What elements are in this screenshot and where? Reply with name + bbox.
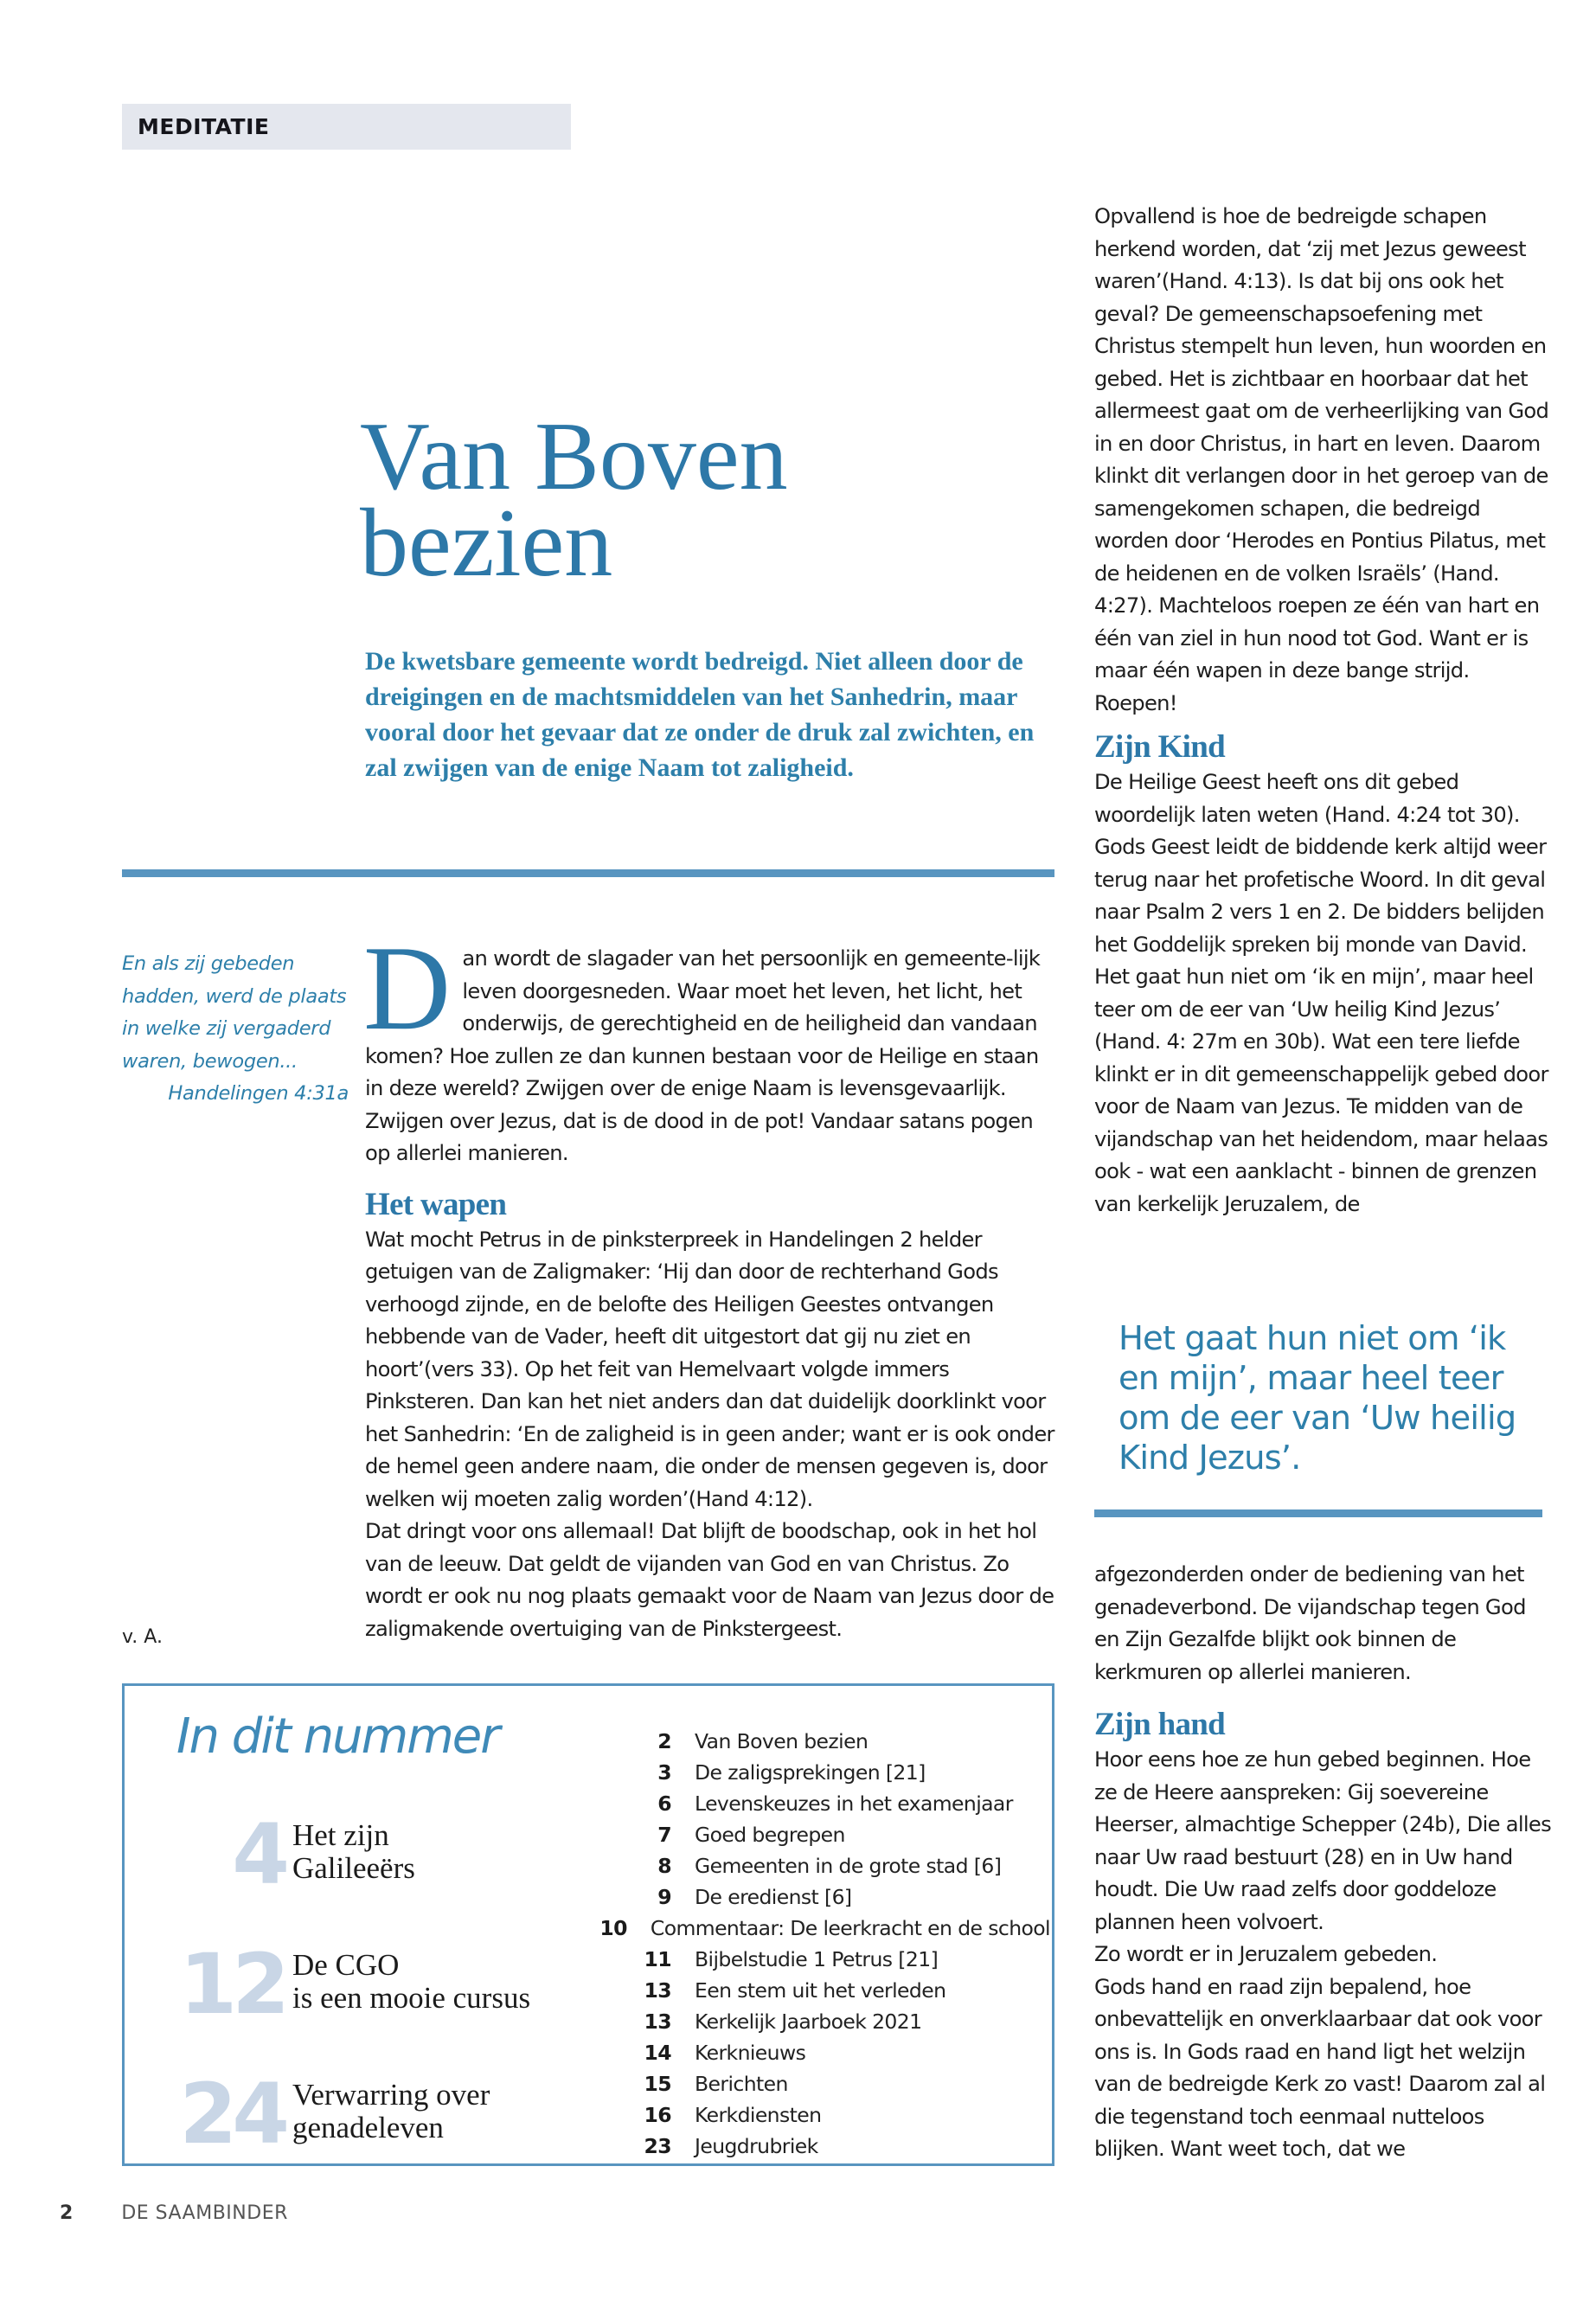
toc-title: Commentaar: De leerkracht en de school (650, 1916, 1050, 1940)
side-quote-text: En als zij gebeden hadden, werd de plaats in welke zij vergaderd waren, bewogen... (122, 952, 347, 1073)
toc-title: Kerknieuws (695, 2041, 806, 2065)
toc-item[interactable] (592, 1757, 1050, 1788)
feature-page-number: 12 (179, 1936, 285, 2033)
pull-quote-divider (1094, 1509, 1542, 1517)
article-column-2 (363, 921, 1057, 1645)
paragraph: Wat mocht Petrus in de pinksterpreek in Handelingen 2 helder getuigen van de Zaligmaker: ‘Hij dan door de rechterhand Gods verhoogd zijnde, en de belofte des Heiligen Geestes ontvangen hebbende van de Vader, heeft dit uitgestort dat gij nu ziet en hoort’(vers 33). Op het feit van Hemelvaart volgde immers Pinksteren. Dan kan het niet anders dan dat duidelijk doorklinkt voor het Sanhedrin: ‘En de zaligheid is in geen ander; want er is ook onder de hemel geen andere naam, die onder de mensen gegeven is, door welken wij moeten zalig worden’(Hand 4:12). (365, 1227, 1054, 1511)
toc-title: Goed begrepen (695, 1823, 845, 1847)
feature-item[interactable] (133, 1937, 583, 2032)
toc-title: Bijbelstudie 1 Petrus [21] (695, 1947, 939, 1971)
toc-page: 10 (599, 1916, 627, 1940)
toc-item[interactable] (592, 1913, 1050, 1944)
toc-page: 23 (644, 2134, 671, 2158)
toc-page: 9 (657, 1885, 671, 1909)
toc-item[interactable] (592, 2131, 1050, 2162)
toc-page: 15 (644, 2072, 671, 2096)
contents-title: In dit nummer (176, 1708, 499, 1765)
title-line-2: bezien (360, 490, 613, 597)
toc-title: Kerkdiensten (695, 2103, 822, 2127)
section-tag (122, 104, 571, 150)
toc-page: 16 (644, 2103, 671, 2127)
toc-item[interactable] (592, 1726, 1050, 1757)
toc-title: Een stem uit het verleden (695, 1978, 946, 2003)
toc-title: Levenskeuzes in het examenjaar (695, 1791, 1013, 1816)
toc-item[interactable] (592, 2037, 1050, 2068)
paragraph: afgezonderden onder de bediening van het genadeverbond. De vijandschap tegen God en Zijn Gezalfde blijkt ook binnen de kerkmuren op allerlei manieren. (1094, 1562, 1526, 1684)
toc-page: 11 (644, 1947, 671, 1971)
toc-item[interactable] (592, 1881, 1050, 1913)
feature-title-line: Galileeërs (292, 1851, 415, 1885)
page-number: 2 (60, 2202, 74, 2224)
article-title (360, 403, 1052, 597)
article-column-3-continued (1094, 1559, 1551, 2166)
toc-page: 13 (644, 2009, 671, 2034)
toc-title: Gemeenten in de grote stad [6] (695, 1854, 1002, 1878)
feature-page-number: 24 (179, 2066, 285, 2163)
side-quote-reference: Handelingen 4:31a (168, 1082, 349, 1105)
feature-title-line: genadeleven (292, 2111, 444, 2144)
magazine-name: DE SAAMBINDER (121, 2202, 288, 2224)
paragraph: De Heilige Geest heeft ons dit gebed woordelijk laten weten (Hand. 4:24 tot 30). Gods Geest leidt de biddende kerk altijd weer terug naar het profetische Woord. In dit geval naar Psalm 2 vers 1 en 2. De bidders belijden het Goddelijk spreken bij monde van David. Het gaat hun niet om ‘ik en mijn’, maar heel teer om de eer van ‘Uw heilig Kind Jezus’ (Hand. 4: 27m en 30b). Wat een tere liefde klinkt er in dit gemeenschappelijk gebed door voor de Naam van Jezus. Te midden van de vijandschap van het heidendom, maar helaas ook - wat een aanklacht - binnen de grenzen van kerkelijk Jeruzalem, de (1094, 770, 1548, 1216)
feature-title (292, 2079, 490, 2144)
toc-title: Jeugdrubriek (695, 2134, 818, 2158)
page-footer (60, 2202, 288, 2224)
toc-title: Kerkelijk Jaarboek 2021 (695, 2009, 922, 2034)
toc-item[interactable] (592, 1788, 1050, 1819)
author-initials: v. A. (122, 1626, 163, 1648)
feature-item[interactable] (133, 2067, 583, 2162)
feature-item[interactable] (133, 1807, 583, 1902)
intro-text: an wordt de slagader van het persoonlijk en gemeente-lijk leven doorgesneden. Waar moet het leven, het licht, het onderwijs, de gerechtigheid en de heiligheid dan vandaan komen? Hoe zullen ze dan kunnen bestaan voor de Heilige en staan in deze wereld? Zwijgen over de enige Naam is levensgevaarlijk. Zwijgen over Jezus, dat is de dood in de pot! Vandaar satans pogen op allerlei manieren. (365, 946, 1041, 1165)
paragraph: Hoor eens hoe ze hun gebed beginnen. Hoe ze de Heere aanspreken: Gij soevereine Heerser, almachtige Schepper (24b), Die alles naar Uw raad bestuurt (28) en in Uw hand houdt. Die Uw raad zelfs door goddeloze plannen heen volvoert. (1094, 1747, 1552, 1934)
toc-item[interactable] (592, 1819, 1050, 1850)
article-lead: De kwetsbare gemeente wordt bedreigd. Niet alleen door de dreigingen en de machtsmiddelen van het Sanhedrin, maar vooral door het gevaar dat ze onder de druk zal zwichten, en zal zwijgen van de enige Naam tot zaligheid. (365, 647, 1035, 782)
feature-title (292, 1819, 415, 1885)
toc-item[interactable] (592, 2068, 1050, 2099)
feature-title-line: De CGO (292, 1948, 400, 1982)
toc-page: 6 (657, 1791, 671, 1816)
paragraph: Dat dringt voor ons allemaal! Dat blijft de boodschap, ook in het hol van de leeuw. Dat geldt de vijanden van God en van Christus. Zo wordt er ook nu nog plaats gemaakt voor de Naam van Jezus door de zaligmakende overtuiging van de Pinkstergeest. (365, 1519, 1054, 1641)
feature-title (292, 1949, 530, 2015)
toc-page: 14 (644, 2041, 671, 2065)
toc-page: 8 (657, 1854, 671, 1878)
subheading-zijn-kind: Zijn Kind (1094, 729, 1226, 765)
toc-item[interactable] (592, 1944, 1050, 1975)
article-column-3 (1094, 201, 1551, 1221)
toc-item[interactable] (592, 1975, 1050, 2006)
toc-item[interactable] (592, 1850, 1050, 1881)
section-label: MEDITATIE (138, 114, 270, 139)
subheading-het-wapen: Het wapen (365, 1186, 507, 1222)
feature-title-line: Het zijn (292, 1818, 389, 1852)
toc-title: Van Boven bezien (695, 1729, 869, 1753)
toc-page: 7 (657, 1823, 671, 1847)
toc-title: De eredienst [6] (695, 1885, 852, 1909)
drop-cap: D (363, 921, 451, 1055)
subheading-zijn-hand: Zijn hand (1094, 1707, 1226, 1742)
paragraph: Opvallend is hoe de bedreigde schapen herkend worden, dat ‘zij met Jezus geweest waren’(Hand. 4:13). Is dat bij ons ook het geval? De gemeenschapsoefening met Christus stempelt hun leven, hun woorden en gebed. Het is zichtbaar en hoorbaar dat het allermeest gaat om de verheerlijking van God in en door Christus, in hart en leven. Daarom klinkt dit verlangen door in het geroep van de samengekomen schapen, die bedreigd worden door ‘Herodes en Pontius Pilatus, met de heidenen en de volken Israëls’ (Hand. 4:27). Machteloos roepen ze één van hart en één van ziel in hun nood tot God. Want er is maar één wapen in deze bange strijd. Roepen! (1094, 204, 1549, 715)
title-line-1: Van Boven (360, 403, 788, 510)
toc-title: Berichten (695, 2072, 788, 2096)
toc-item[interactable] (592, 2006, 1050, 2037)
feature-title-line: Verwarring over (292, 2078, 490, 2112)
feature-title-line: is een mooie cursus (292, 1981, 531, 2015)
side-quote (122, 948, 349, 1111)
feature-page-number: 4 (232, 1806, 285, 1903)
toc-title: De zaligsprekingen [21] (695, 1760, 926, 1785)
pull-quote: Het gaat hun niet om ‘ik en mijn’, maar heel teer om de eer van ‘Uw heilig Kind Jezus’. (1118, 1319, 1516, 1477)
contents-box (122, 1683, 1054, 2166)
paragraph: Gods hand en raad zijn bepalend, hoe onbevattelijk en onverklaarbaar dat ook voor ons is. In Gods raad en hand ligt het welzijn van de bedreigde Kerk zo vast! Daarom zal al die tegenstand toch eenmaal nutteloos blijken. Want weet toch, dat we (1094, 1974, 1546, 2161)
toc-page: 3 (657, 1760, 671, 1785)
table-of-contents (592, 1726, 1050, 2162)
intro-paragraph (363, 921, 1057, 1170)
toc-page: 2 (657, 1729, 671, 1753)
toc-page: 13 (644, 1978, 671, 2003)
paragraph: Zo wordt er in Jeruzalem gebeden. (1094, 1942, 1438, 1966)
title-divider (122, 869, 1054, 877)
toc-item[interactable] (592, 2099, 1050, 2131)
